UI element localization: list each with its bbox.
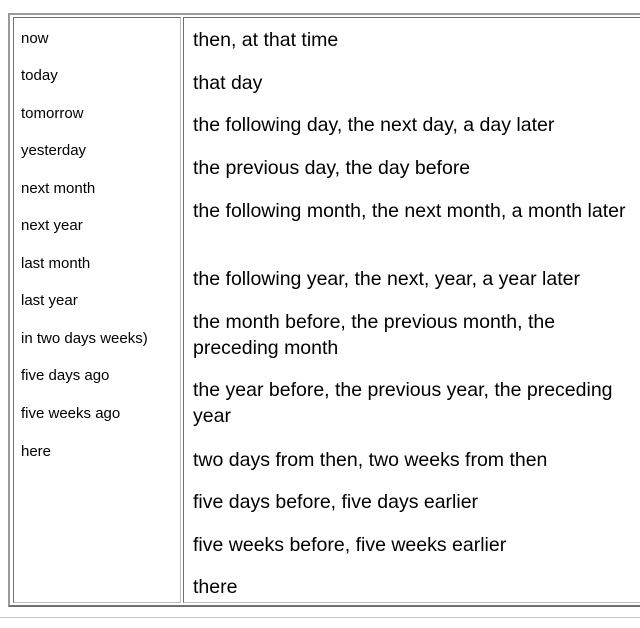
direct-term-today: today	[21, 67, 58, 84]
reported-term-today: that day	[193, 72, 263, 94]
direct-speech-column	[13, 17, 181, 603]
reported-term-here: there	[193, 576, 238, 598]
reported-term-yesterday: the previous day, the day before	[193, 157, 471, 179]
direct-term-next-month: next month	[21, 180, 96, 197]
reported-term-in-two-days: two days from then, two weeks from then	[193, 449, 548, 471]
reported-term-last-year: the year before, the previous year, the preceding year	[193, 379, 613, 427]
reported-term-now: then, at that time	[193, 29, 339, 51]
direct-term-yesterday: yesterday	[21, 142, 87, 159]
direct-term-five-days-ago: five days ago	[21, 367, 110, 384]
reported-term-tomorrow: the following day, the next day, a day later	[193, 114, 555, 136]
direct-term-next-year: next year	[21, 217, 83, 234]
conversion-table	[8, 13, 640, 607]
direct-term-here: here	[21, 443, 52, 460]
reported-term-last-month: the month before, the previous month, the preceding month	[193, 311, 556, 359]
bottom-divider	[0, 617, 640, 618]
direct-term-last-year: last year	[21, 292, 78, 309]
direct-term-tomorrow: tomorrow	[21, 105, 84, 122]
direct-term-now: now	[21, 30, 49, 47]
reported-term-next-year: the following year, the next, year, a year later	[193, 268, 580, 290]
reported-speech-column	[183, 17, 640, 603]
reported-term-five-weeks-ago: five weeks before, five weeks earlier	[193, 534, 507, 556]
direct-term-in-two-days: in two days weeks)	[21, 330, 148, 347]
reported-term-next-month: the following month, the next month, a month later	[193, 200, 626, 222]
reported-term-five-days-ago: five days before, five days earlier	[193, 491, 479, 513]
direct-term-last-month: last month	[21, 255, 91, 272]
direct-term-five-weeks-ago: five weeks ago	[21, 405, 121, 422]
